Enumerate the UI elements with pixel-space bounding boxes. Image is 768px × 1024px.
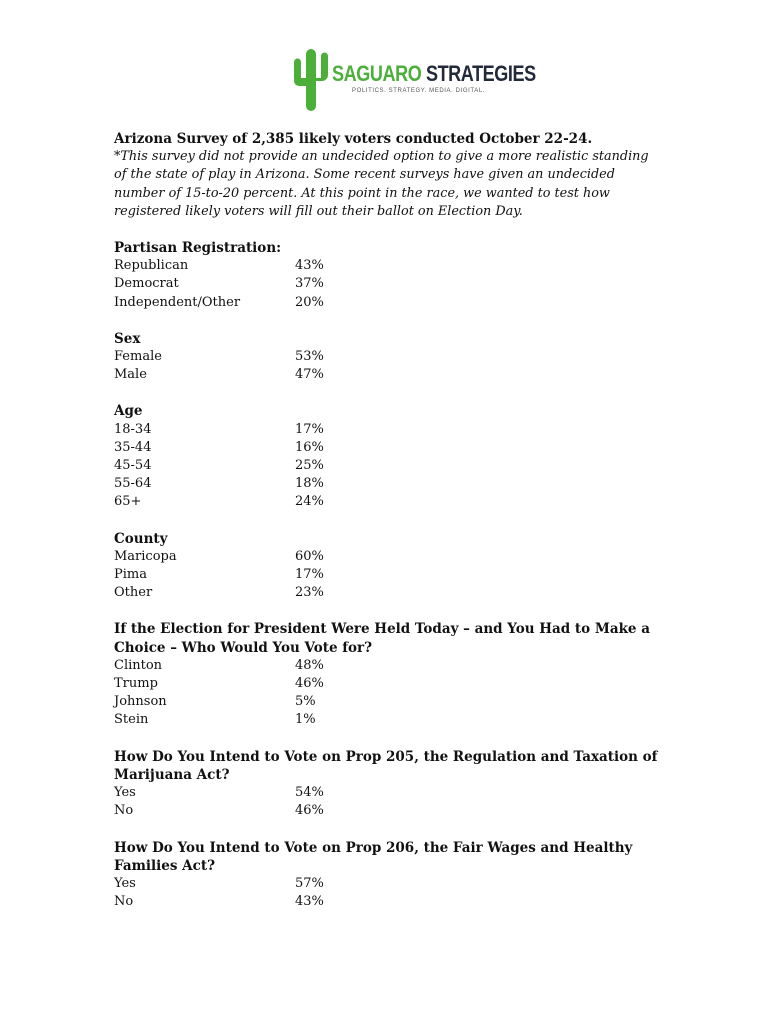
result-value: 60% (295, 548, 324, 564)
result-row (114, 366, 659, 384)
result-label: 35-44 (114, 439, 152, 455)
saguaro-strategies-logo (292, 46, 536, 112)
result-row (114, 893, 659, 911)
result-row (114, 475, 659, 493)
result-value: 48% (295, 657, 324, 673)
survey-section (114, 402, 659, 511)
result-label: Yes (114, 785, 136, 801)
survey-note: *This survey did not provide an undecided option to give a more realistic standing of the state of play in Arizona. Some recent surveys have given an undecided number of 15-to-20 percent. At this point in the race, we wanted to test how registered likely voters will fill out their ballot on Election Day. (114, 149, 649, 219)
result-row (114, 257, 659, 275)
result-row (114, 657, 659, 675)
result-value: 17% (295, 567, 324, 583)
result-value: 57% (295, 875, 324, 891)
cactus-icon (292, 46, 332, 112)
result-label: Clinton (114, 657, 163, 673)
survey-sections (114, 239, 659, 911)
survey-headline: Arizona Survey of 2,385 likely voters conducted October 22-24. (114, 131, 593, 147)
result-label: Other (114, 585, 153, 601)
result-row (114, 421, 659, 439)
section-title: Partisan Registration: (114, 240, 282, 257)
survey-document (114, 130, 659, 911)
result-label: Republican (114, 258, 189, 274)
result-value: 46% (295, 676, 324, 692)
survey-section (114, 839, 659, 912)
result-value: 20% (295, 294, 324, 310)
result-value: 17% (295, 421, 324, 437)
result-label: Pima (114, 567, 147, 583)
result-value: 23% (295, 585, 324, 601)
result-label: Johnson (114, 694, 167, 710)
result-row (114, 675, 659, 693)
result-row (114, 294, 659, 312)
result-label: Independent/Other (114, 294, 241, 310)
section-title: How Do You Intend to Vote on Prop 205, the Regulation and Taxation of Marijuana Act? (114, 748, 658, 783)
result-row (114, 802, 659, 820)
brand-name (332, 63, 536, 85)
result-label: Female (114, 349, 162, 365)
section-title: How Do You Intend to Vote on Prop 206, the Fair Wages and Healthy Families Act? (114, 839, 633, 874)
result-value: 24% (295, 494, 324, 510)
result-value: 25% (295, 458, 324, 474)
section-title: If the Election for President Were Held Today – and You Had to Make a Choice – Who Would You Vote for? (114, 621, 650, 656)
result-label: Trump (114, 676, 158, 692)
survey-section (114, 620, 659, 729)
result-value: 46% (295, 803, 324, 819)
survey-section (114, 330, 659, 385)
result-row (114, 584, 659, 602)
result-value: 1% (295, 712, 316, 728)
result-label: Democrat (114, 276, 179, 292)
result-value: 5% (295, 694, 316, 710)
result-label: No (114, 803, 134, 819)
result-value: 37% (295, 276, 324, 292)
result-label: 45-54 (114, 458, 152, 474)
survey-section (114, 239, 659, 312)
result-label: 55-64 (114, 476, 152, 492)
result-row (114, 566, 659, 584)
result-row (114, 784, 659, 802)
result-label: Yes (114, 875, 136, 891)
result-row (114, 548, 659, 566)
result-label: Stein (114, 712, 149, 728)
result-row (114, 275, 659, 293)
result-label: Male (114, 367, 147, 383)
section-title: Sex (114, 330, 141, 347)
brand-name-second: STRATEGIES (421, 61, 536, 86)
result-row (114, 711, 659, 729)
result-value: 53% (295, 349, 324, 365)
result-row (114, 693, 659, 711)
result-value: 54% (295, 785, 324, 801)
survey-section (114, 748, 659, 821)
result-value: 18% (295, 476, 324, 492)
section-title: Age (114, 403, 143, 420)
result-row (114, 875, 659, 893)
result-label: No (114, 894, 134, 910)
result-label: Maricopa (114, 548, 177, 564)
survey-section (114, 530, 659, 603)
result-row (114, 439, 659, 457)
brand-name-first: SAGUARO (332, 61, 422, 86)
result-label: 18-34 (114, 421, 152, 437)
result-label: 65+ (114, 494, 142, 510)
result-row (114, 457, 659, 475)
result-value: 47% (295, 367, 324, 383)
result-row (114, 348, 659, 366)
brand-tagline: POLITICS. STRATEGY. MEDIA. DIGITAL. (352, 88, 486, 94)
result-value: 16% (295, 439, 324, 455)
result-value: 43% (295, 894, 324, 910)
section-title: County (114, 530, 168, 547)
result-value: 43% (295, 258, 324, 274)
result-row (114, 493, 659, 511)
